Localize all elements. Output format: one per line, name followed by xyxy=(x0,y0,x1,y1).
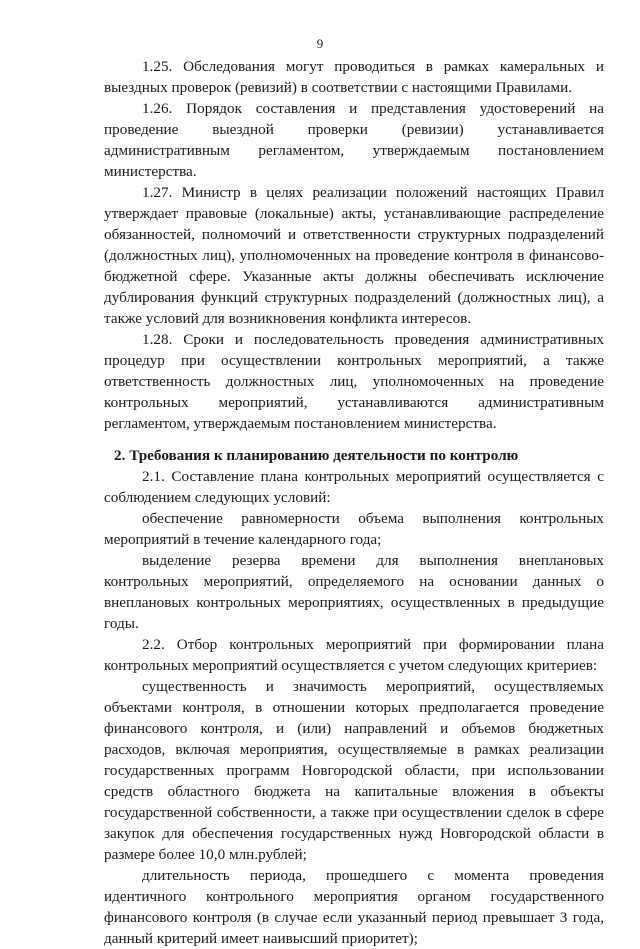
paragraph-2-1-condition-1: обеспечение равномерности объема выполнения контрольных мероприятий в течение календарного года; xyxy=(104,510,604,548)
paragraph-1-26: 1.26. Порядок составления и представления удостоверений на проведение выездной проверки (ревизии) устанавливается административным регламентом, утверждаемым постановлением министерства. xyxy=(104,100,604,180)
paragraph-1-27: 1.27. Министр в целях реализации положений настоящих Правил утверждает правовые (локальные) акты, устанавливающие распределение обязанностей, полномочий и ответственности структурных подразделений (должностных лиц), уполномоченных на проведение контроля в финансово-бюджетной сфере. Указанные акты должны обеспечивать исключение дублирования функций структурных подразделений (должностных лиц), а также условий для возникновения конфликта интересов. xyxy=(104,184,604,327)
paragraph-1-28: 1.28. Сроки и последовательность проведения административных процедур при осуществлении контрольных мероприятий, а также ответственность должностных лиц, уполномоченных на проведение контрольных мероприятий, устанавливаются административным регламентом, утверждаемым постановлением министерства. xyxy=(104,331,604,432)
paragraph-2-1: 2.1. Составление плана контрольных мероприятий осуществляется с соблюдением следующих условий: xyxy=(104,468,604,506)
section-2-heading: 2. Требования к планированию деятельности по контролю xyxy=(114,447,519,464)
page-number: 9 xyxy=(316,36,324,51)
paragraph-2-2-criterion-2: длительность периода, прошедшего с момента проведения идентичного контрольного мероприятия органом государственного финансового контроля (в случае если указанный период превышает 3 года, данный критерий имеет наивысший приоритет); xyxy=(104,867,604,947)
paragraph-2-2-criterion-1: существенность и значимость мероприятий, осуществляемых объектами контроля, в отношении которых предполагается проведение финансового контроля, и (или) направлений и объемов бюджетных расходов, включая мероприятия, осуществляемые в рамках реализации государственных программ Новгородской области, при использовании средств областного бюджета на капитальные вложения в объекты государственной собственности, а также при осуществлении сделок в сфере закупок для обеспечения государственных нужд Новгородской области в размере более 10,0 млн.рублей; xyxy=(104,678,604,863)
paragraph-1-25: 1.25. Обследования могут проводиться в рамках камеральных и выездных проверок (ревизий) в соответствии с настоящими Правилами. xyxy=(104,58,604,96)
paragraph-2-2: 2.2. Отбор контрольных мероприятий при формировании плана контрольных мероприятий осуществляется с учетом следующих критериев: xyxy=(104,636,604,674)
document-body xyxy=(104,56,604,949)
paragraph-2-1-condition-2: выделение резерва времени для выполнения внеплановых контрольных мероприятий, определяемого на основании данных о внеплановых контрольных мероприятиях, осуществленных в предыдущие годы. xyxy=(104,552,604,632)
